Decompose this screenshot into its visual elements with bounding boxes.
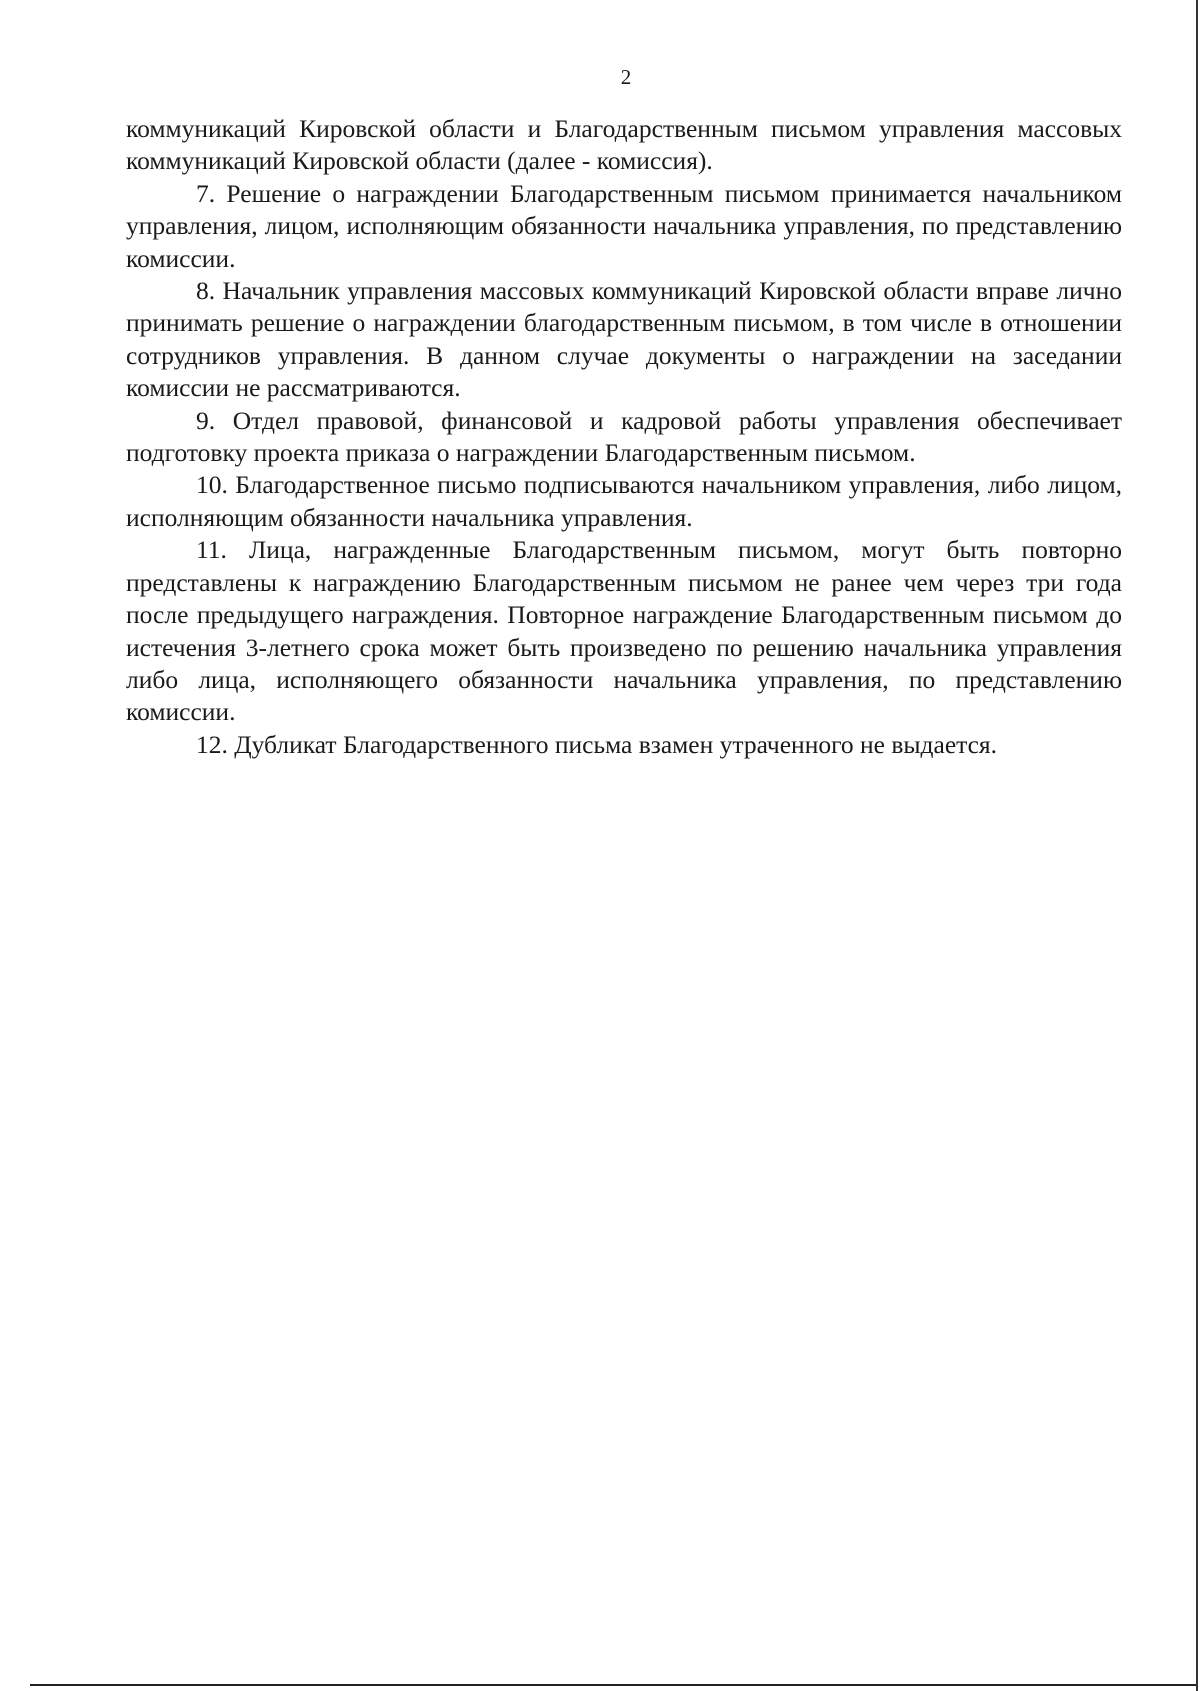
paragraph-10: 10. Благодарственное письмо подписываются начальником управления, либо лицом, исполняющим обязанности начальника управления. <box>126 470 1122 532</box>
scan-right-edge <box>1196 0 1198 1691</box>
scan-bottom-edge <box>30 1684 1196 1686</box>
document-body <box>126 113 1122 761</box>
paragraph-7: 7. Решение о награждении Благодарственным письмом принимается начальником управления, лицом, исполняющим обязанности начальника управления, по представлению комиссии. <box>126 178 1122 273</box>
paragraph-9: 9. Отдел правовой, финансовой и кадровой работы управления обеспечивает подготовку проекта приказа о награждении Благодарственным письмом. <box>126 405 1122 468</box>
paragraph-8: 8. Начальник управления массовых коммуникаций Кировской области вправе лично принимать решение о награждении благодарственным письмом, в том числе в отношении сотрудников управления. В данном случае документы о награждении на заседании комиссии не рассматриваются. <box>126 276 1122 403</box>
paragraph-continuation: коммуникаций Кировской области и Благодарственным письмом управления массовых коммуникаций Кировской области (далее - комиссия). <box>126 114 1122 176</box>
page-number: 2 <box>620 65 632 89</box>
paragraph-11: 11. Лица, награжденные Благодарственным письмом, могут быть повторно представлены к награждению Благодарственным письмом не ранее чем через три года после предыдущего награждения. Повторное награждение Благодарственным письмом до истечения 3-летнего срока может быть произведено по решению начальника управления либо лица, исполняющего обязанности начальника управления, по представлению комиссии. <box>126 535 1122 727</box>
paragraph-12: 12. Дубликат Благодарственного письма взамен утраченного не выдается. <box>196 729 998 759</box>
